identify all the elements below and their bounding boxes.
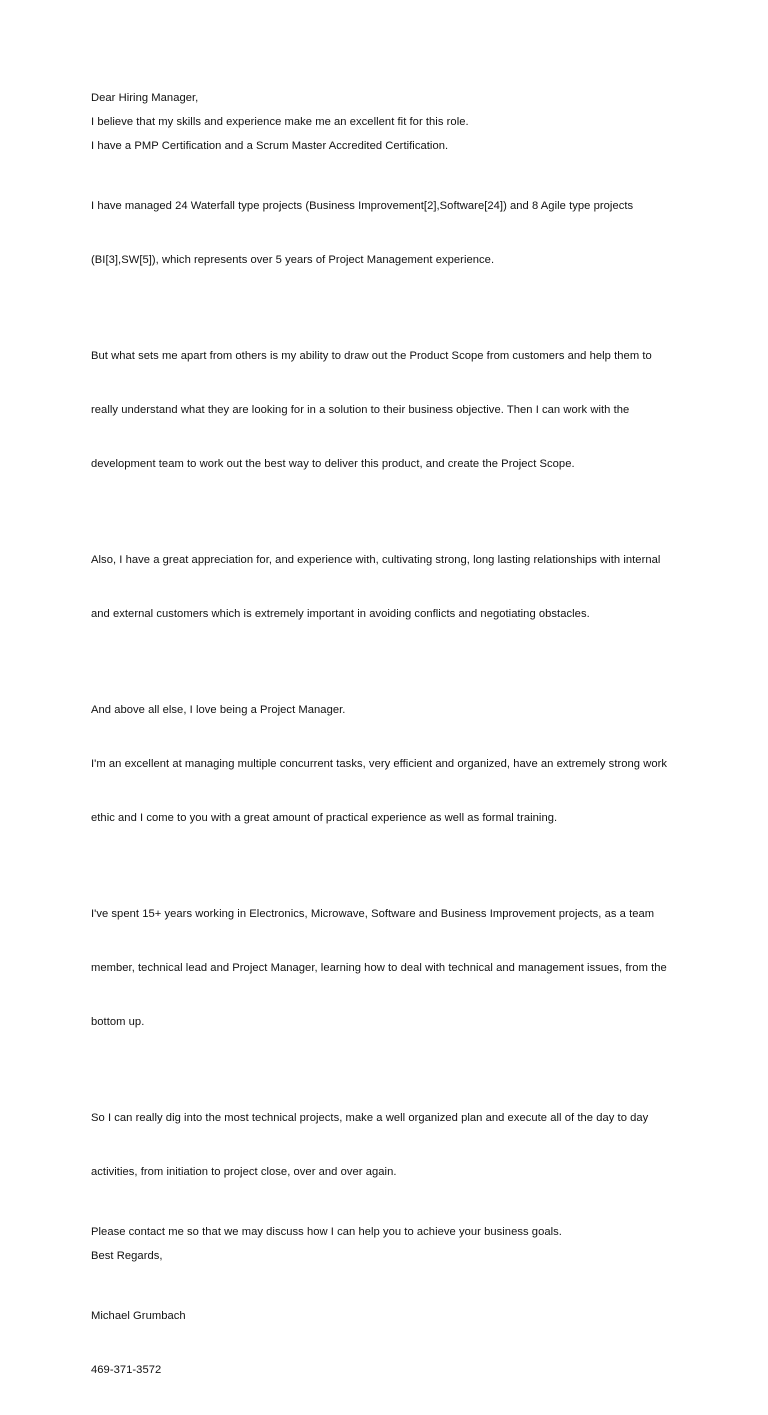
paragraph-love-pm (91, 665, 691, 863)
signature-name: Michael Grumbach (91, 1310, 186, 1322)
paragraph-line: bottom up. (91, 1016, 145, 1028)
paragraph-line: And above all else, I love being a Project Manager. (91, 704, 346, 716)
paragraph-line: I have managed 24 Waterfall type projects (Business Improvement[2],Software[24]) and 8 Agile type projects (91, 200, 634, 212)
paragraph-projects (91, 161, 691, 305)
paragraph-line: member, technical lead and Project Manager, learning how to deal with technical and management issues, from the (91, 962, 667, 974)
cover-letter (91, 89, 691, 1415)
paragraph-line: (BI[3],SW[5]), which represents over 5 years of Project Management experience. (91, 254, 495, 266)
paragraph-line: activities, from initiation to project close, over and over again. (91, 1166, 397, 1178)
paragraph-certifications: I have a PMP Certification and a Scrum Master Accredited Certification. (91, 140, 449, 152)
signature-block (91, 1271, 691, 1415)
paragraph-line: ethic and I come to you with a great amount of practical experience as well as formal training. (91, 812, 558, 824)
paragraph-relationships (91, 515, 691, 659)
paragraph-line: development team to work out the best way to deliver this product, and create the Project Scope. (91, 458, 575, 470)
paragraph-line: really understand what they are looking for in a solution to their business objective. Then I can work with the (91, 404, 630, 416)
salutation: Dear Hiring Manager, (91, 92, 199, 104)
paragraph-fit: I believe that my skills and experience make me an excellent fit for this role. (91, 116, 469, 128)
signature-phone: 469-371-3572 (91, 1364, 162, 1376)
closing: Best Regards, (91, 1250, 163, 1262)
paragraph-line: So I can really dig into the most technical projects, make a well organized plan and execute all of the day to day (91, 1112, 649, 1124)
paragraph-line: and external customers which is extremely important in avoiding conflicts and negotiating obstacles. (91, 608, 590, 620)
paragraph-product-scope (91, 311, 691, 509)
paragraph-technical (91, 1073, 691, 1217)
paragraph-line: Also, I have a great appreciation for, and experience with, cultivating strong, long lasting relationships with internal (91, 554, 661, 566)
paragraph-line: I'm an excellent at managing multiple concurrent tasks, very efficient and organized, have an extremely strong work (91, 758, 668, 770)
paragraph-line: But what sets me apart from others is my ability to draw out the Product Scope from customers and help them to (91, 350, 652, 362)
paragraph-experience (91, 869, 691, 1067)
paragraph-contact: Please contact me so that we may discuss how I can help you to achieve your business goals. (91, 1226, 562, 1238)
paragraph-line: I've spent 15+ years working in Electronics, Microwave, Software and Business Improvement projects, as a team (91, 908, 655, 920)
